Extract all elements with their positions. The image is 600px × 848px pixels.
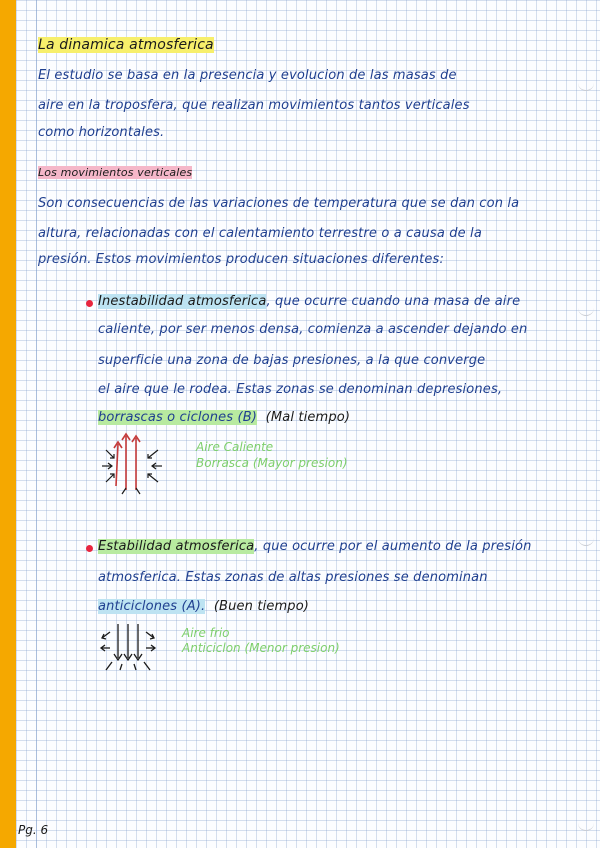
bullet1-note-2: Borrasca (Mayor presion) [196, 456, 348, 470]
bullet1-line-1-rest: , que ocurre cuando una masa de aire [266, 294, 521, 309]
bullet2-line-1 [98, 539, 531, 554]
intro-line-1: El estudio se basa en la presencia y evolucion de las masas de [38, 68, 457, 83]
bullet2-note-1: Aire frio [182, 626, 230, 640]
bullet2-line-3-text: anticiclones (A). [98, 599, 206, 614]
bullet1-weather: (Mal tiempo) [265, 410, 351, 425]
section-title [38, 166, 192, 179]
bullet1-line-4: el aire que le rodea. Estas zonas se denominan depresiones, [98, 382, 503, 397]
section-title-text: Los movimientos verticales [38, 166, 193, 179]
bullet-dot [86, 545, 93, 552]
section-line-3: presión. Estos movimientos producen situaciones diferentes: [38, 252, 444, 267]
section-line-1: Son consecuencias de las variaciones de temperatura que se dan con la [38, 196, 520, 211]
intro-line-2: aire en la troposfera, que realizan movimientos tantos verticales [38, 98, 470, 113]
margin-line [36, 0, 37, 848]
bullet-dot [86, 300, 93, 307]
page-title [38, 37, 214, 53]
bullet1-line-5-text: borrascas o ciclones (B) [98, 410, 258, 425]
bullet1-note-1: Aire Caliente [196, 440, 274, 454]
page-number: Pg. 6 [18, 823, 49, 837]
bullet1-line-5 [98, 410, 350, 425]
bullet2-line-1-rest: , que ocurre por el aumento de la presión [254, 539, 532, 554]
bullet2-weather: (Buen tiempo) [213, 599, 310, 614]
anticyclone-arrows-icon [96, 620, 162, 672]
bullet1-line-1 [98, 294, 520, 309]
intro-line-3: como horizontales. [38, 125, 165, 140]
bullet1-term: Inestabilidad atmosferica [98, 294, 267, 309]
page-title-text: La dinamica atmosferica [38, 37, 214, 53]
bullet2-line-3 [98, 599, 309, 614]
bullet1-line-3: superficie una zona de bajas presiones, a la que converge [98, 353, 486, 368]
bullet2-line-2: atmosferica. Estas zonas de altas presiones se denominan [98, 570, 488, 585]
bullet1-line-2: caliente, por ser menos densa, comienza a ascender dejando en [98, 322, 528, 337]
section-line-2: altura, relacionadas con el calentamiento terrestre o a causa de la [38, 226, 482, 241]
bullet2-note-2: Anticiclon (Menor presion) [182, 641, 340, 655]
binder-edge [0, 0, 16, 848]
bullet2-term: Estabilidad atmosferica [98, 539, 255, 554]
cyclone-arrows-icon [96, 430, 174, 496]
